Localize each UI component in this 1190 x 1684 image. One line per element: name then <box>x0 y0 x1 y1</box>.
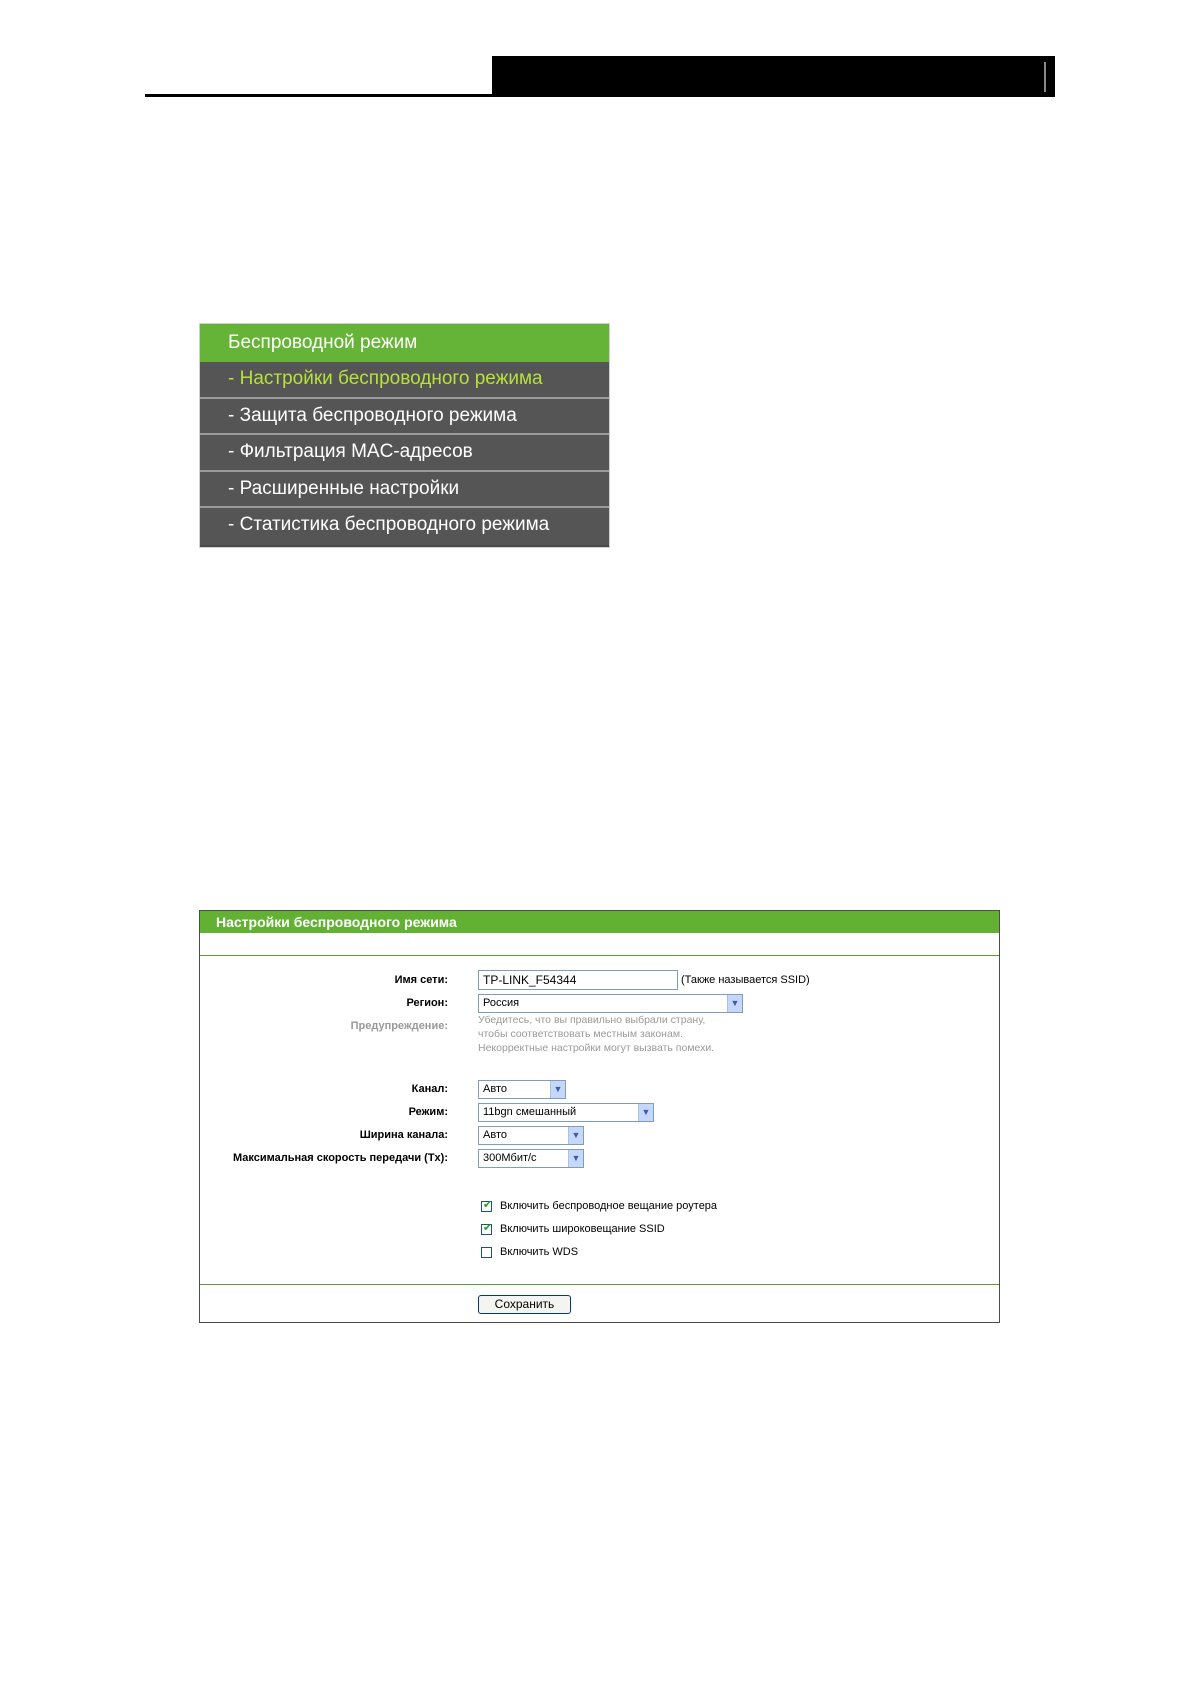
channel-width-select[interactable] <box>478 1126 584 1145</box>
panel-divider-bottom <box>200 1284 999 1285</box>
chevron-down-icon[interactable]: ▼ <box>638 1104 653 1121</box>
tx-rate-select[interactable] <box>478 1149 584 1168</box>
warning-line: Некорректные настройки могут вызвать помехи. <box>478 1042 715 1054</box>
mode-select[interactable] <box>478 1103 654 1122</box>
tx-rate-label: Максимальная скорость передачи (Tx): <box>232 1152 448 1164</box>
check-icon: ✔ <box>482 1199 493 1211</box>
menu-item-mac-filtering[interactable]: - Фильтрация MAC-адресов <box>200 435 609 472</box>
warning-text <box>478 1013 714 1055</box>
enable-radio-label[interactable]: Включить беспроводное вещание роутера <box>500 1200 718 1212</box>
channel-label: Канал: <box>411 1083 448 1095</box>
enable-wds-checkbox[interactable] <box>481 1247 492 1258</box>
mode-select-value: 11bgn смешанный <box>483 1106 577 1118</box>
enable-ssid-broadcast-checkbox[interactable] <box>481 1224 492 1235</box>
chevron-down-icon[interactable]: ▼ <box>727 995 742 1012</box>
enable-wds-label[interactable]: Включить WDS <box>500 1246 579 1258</box>
ssid-hint: (Также называется SSID) <box>681 974 810 986</box>
save-button[interactable]: Сохранить <box>478 1295 571 1314</box>
menu-item-wireless-statistics[interactable]: - Статистика беспроводного режима <box>200 508 609 545</box>
warning-line: чтобы соответствовать местным законам. <box>478 1028 683 1040</box>
header-divider <box>1044 62 1046 92</box>
chevron-down-icon[interactable]: ▼ <box>550 1081 565 1098</box>
enable-radio-checkbox[interactable] <box>481 1201 492 1212</box>
ssid-label: Имя сети: <box>394 974 448 986</box>
channel-select[interactable] <box>478 1080 566 1099</box>
chevron-down-icon[interactable]: ▼ <box>568 1127 583 1144</box>
region-label: Регион: <box>406 997 448 1009</box>
warning-label: Предупреждение: <box>350 1020 448 1032</box>
menu-header-wireless[interactable]: Беспроводной режим <box>200 324 609 362</box>
check-icon: ✔ <box>482 1222 493 1234</box>
region-select-value: Россия <box>483 997 520 1009</box>
wireless-menu <box>199 323 610 548</box>
tx-rate-select-value: 300Мбит/с <box>483 1152 537 1164</box>
wireless-settings-panel <box>199 910 1000 1323</box>
mode-label: Режим: <box>408 1106 448 1118</box>
menu-item-advanced-settings[interactable]: - Расширенные настройки <box>200 472 609 509</box>
menu-item-wireless-security[interactable]: - Защита беспроводного режима <box>200 399 609 436</box>
warning-line: Убедитесь, что вы правильно выбрали страну, <box>478 1014 706 1026</box>
channel-width-label: Ширина канала: <box>359 1129 448 1141</box>
channel-select-value: Авто <box>483 1083 507 1095</box>
header-bar <box>492 56 1055 97</box>
channel-width-select-value: Авто <box>483 1129 507 1141</box>
chevron-down-icon[interactable]: ▼ <box>568 1150 583 1167</box>
panel-title: Настройки беспроводного режима <box>200 911 999 933</box>
enable-ssid-broadcast-label[interactable]: Включить широковещание SSID <box>500 1223 665 1235</box>
region-select[interactable] <box>478 994 743 1013</box>
panel-divider-top <box>200 955 999 956</box>
ssid-input[interactable]: TP-LINK_F54344 <box>478 970 678 990</box>
menu-item-wireless-settings[interactable]: - Настройки беспроводного режима <box>200 362 609 399</box>
